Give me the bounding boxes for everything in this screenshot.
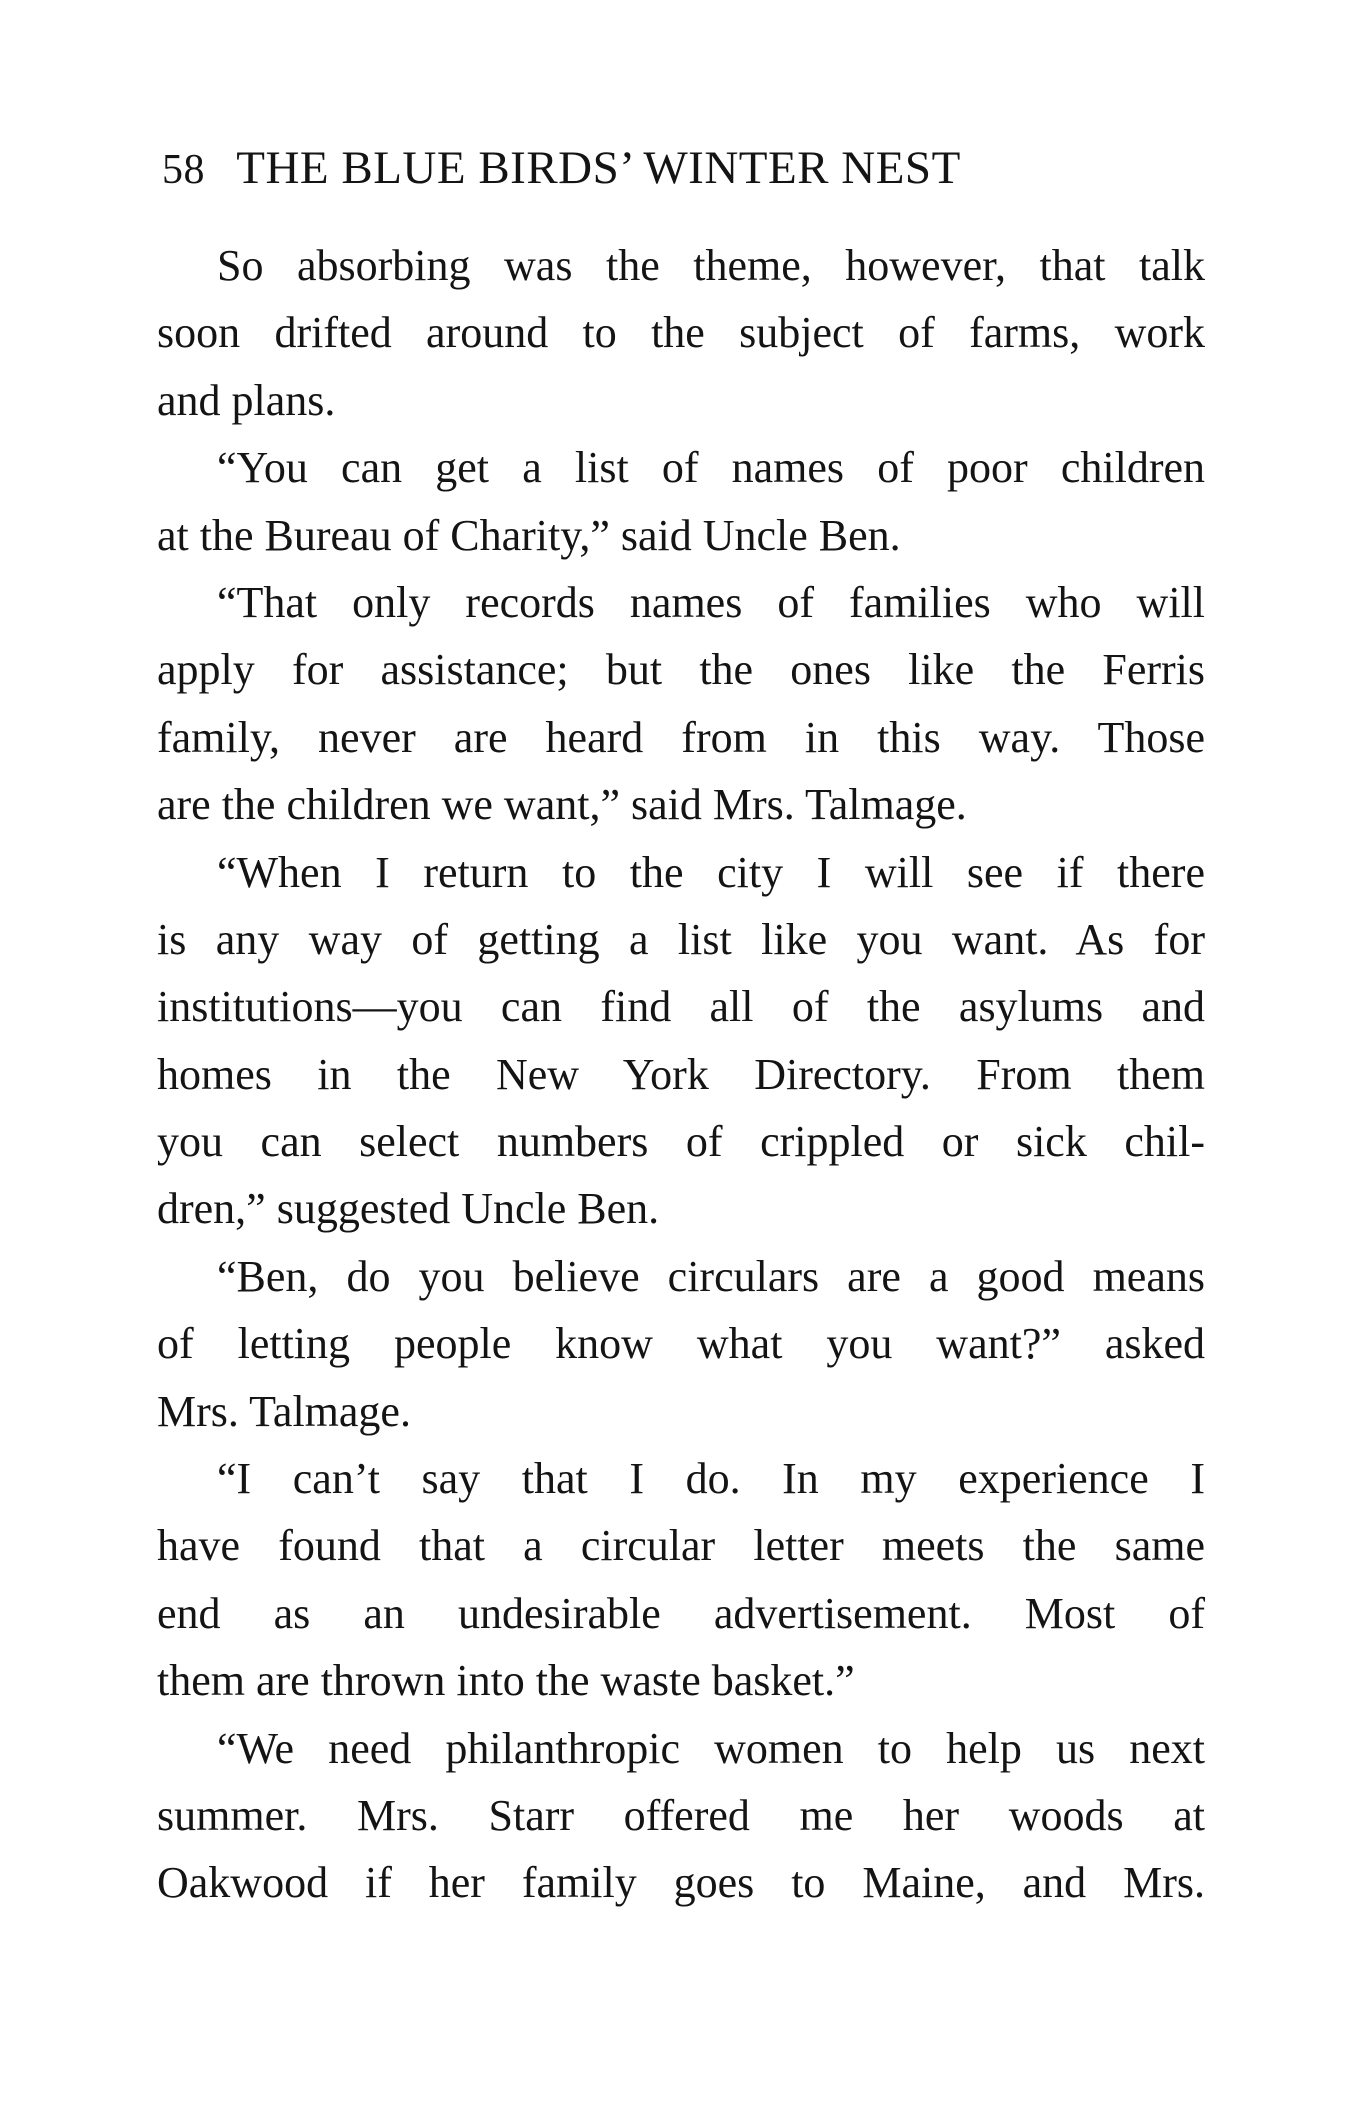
paragraph-6: [157, 1445, 1205, 1715]
text-line: “Ben, do you believe circulars are a good means: [217, 1251, 1205, 1301]
text-line: have found that a circular letter meets the same: [157, 1521, 1205, 1571]
text-line: Oakwood if her family goes to Maine, and Mrs.: [157, 1858, 1205, 1908]
running-head-title: THE BLUE BIRDS’ WINTER NEST: [236, 142, 961, 194]
paragraph-4: [157, 839, 1205, 1243]
text-line: homes in the New York Directory. From them: [157, 1049, 1205, 1099]
text-line: Mrs. Talmage.: [157, 1386, 411, 1436]
paragraph-5: [157, 1243, 1205, 1445]
text-line: soon drifted around to the subject of farms, work: [157, 308, 1205, 358]
text-line: apply for assistance; but the ones like the Ferris: [157, 645, 1205, 695]
paragraph-1: [157, 232, 1205, 434]
text-line: and plans.: [157, 375, 336, 425]
text-line: of letting people know what you want?” asked: [157, 1319, 1205, 1369]
text-line: “You can get a list of names of poor children: [217, 443, 1205, 493]
text-line: “That only records names of families who will: [217, 577, 1205, 627]
text-line: are the children we want,” said Mrs. Talmage.: [157, 780, 967, 830]
text-line: family, never are heard from in this way. Those: [157, 712, 1205, 762]
running-head: [162, 138, 1202, 198]
paragraph-3: [157, 569, 1205, 839]
text-line: you can select numbers of crippled or sick chil-: [157, 1117, 1205, 1167]
page-number: 58: [162, 147, 205, 193]
text-line: at the Bureau of Charity,” said Uncle Ben.: [157, 510, 901, 560]
body-text: [157, 232, 1205, 1917]
text-line: “We need philanthropic women to help us next: [217, 1723, 1205, 1773]
text-line: institutions—you can find all of the asylums and: [157, 982, 1205, 1032]
text-line: them are thrown into the waste basket.”: [157, 1656, 855, 1706]
text-line: summer. Mrs. Starr offered me her woods at: [157, 1790, 1205, 1840]
text-line: So absorbing was the theme, however, that talk: [217, 241, 1205, 290]
paragraph-2: [157, 434, 1205, 569]
text-line: end as an undesirable advertisement. Most of: [157, 1588, 1205, 1638]
text-line: is any way of getting a list like you want. As for: [157, 914, 1205, 964]
text-line: “I can’t say that I do. In my experience I: [217, 1454, 1205, 1504]
text-line: “When I return to the city I will see if there: [217, 847, 1205, 897]
paragraph-7: [157, 1715, 1205, 1917]
text-line: dren,” suggested Uncle Ben.: [157, 1184, 660, 1234]
